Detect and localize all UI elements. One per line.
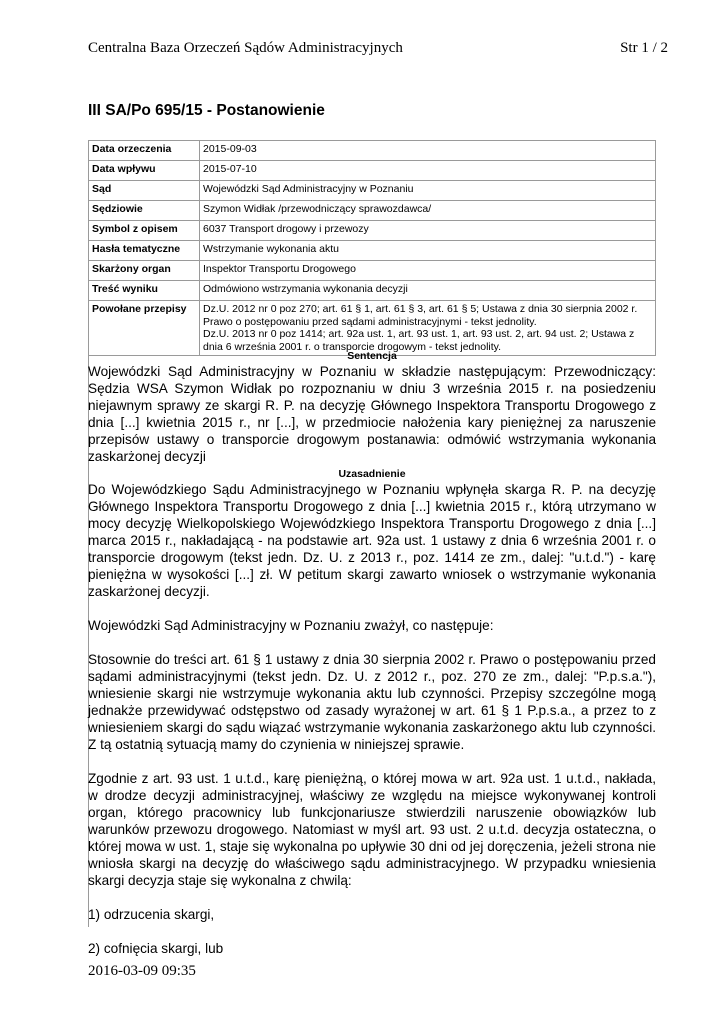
metadata-value: 2015-09-03 (200, 141, 656, 161)
metadata-label: Sąd (89, 181, 200, 201)
source-name: Centralna Baza Orzeczeń Sądów Administracyjnych (88, 40, 403, 56)
uzasadnienie-paragraph: Do Wojewódzkiego Sądu Administracyjnego w Poznaniu wpłynęła skarga R. P. na decyzję Głównego Inspektora Transportu Drogowego z dnia [...] kwietnia 2015 r., którą utrzymano w mocy decyzję Wielkopolskiego Wojewódzkiego Inspektora Transportu Drogowego z dnia [...] marca 2015 r., nakładającą - na podstawie art. 92a ust. 1 ustawy z dnia 6 września 2001 r. o transporcie drogowym (tekst jedn. Dz. U. z 2013 r., poz. 1414 ze zm., dalej: "u.t.d.") - karę pieniężna w wysokości [...] zł. W petitum skargi zawarto wniosek o wstrzymanie wykonania zaskarżonej decyzji. (88, 482, 656, 599)
uzasadnienie-paragraph: 1) odrzucenia skargi, (88, 907, 215, 922)
metadata-label: Data wpływu (89, 161, 200, 181)
metadata-table (88, 140, 656, 356)
metadata-value: Odmówiono wstrzymania wykonania decyzji (200, 281, 656, 301)
metadata-value: Inspektor Transportu Drogowego (200, 261, 656, 281)
metadata-row (89, 261, 656, 281)
document-body (88, 350, 656, 974)
metadata-value: Wojewódzki Sąd Administracyjny w Poznaniu (200, 181, 656, 201)
metadata-value: 2015-07-10 (200, 161, 656, 181)
metadata-row (89, 201, 656, 221)
metadata-row (89, 141, 656, 161)
metadata-label: Symbol z opisem (89, 221, 200, 241)
metadata-row (89, 161, 656, 181)
metadata-label: Treść wyniku (89, 281, 200, 301)
print-timestamp: 2016-03-09 09:35 (88, 963, 196, 979)
uzasadnienie-paragraph: Stosownie do treści art. 61 § 1 ustawy z dnia 30 sierpnia 2002 r. Prawo o postępowaniu przed sądami administracyjnymi (tekst jedn. Dz. U. z 2012 r., poz. 270 ze zm., dalej: "P.p.s.a."), wniesienie skargi nie wstrzymuje wykonania aktu lub czynności. Przepisy szczególne mogą jednakże przewidywać odstępstwo od zasady wyrażonej w art. 61 § 1 P.p.s.a., a przez to z wniesieniem skargi do sądu wiązać wstrzymanie wykonania zaskarżonego aktu lub czynności. Z tą ostatnią sytuacją mamy do czynienia w niniejszej sprawie. (88, 652, 656, 752)
uzasadnienie-paragraph: 2) cofnięcia skargi, lub (88, 941, 224, 956)
metadata-label: Powołane przepisy (89, 301, 200, 356)
sentencja-heading: Sentencja (347, 350, 397, 362)
document-title: III SA/Po 695/15 - Postanowienie (88, 102, 325, 119)
metadata-row (89, 281, 656, 301)
uzasadnienie-paragraph: Wojewódzki Sąd Administracyjny w Poznaniu zważył, co następuje: (88, 618, 494, 633)
metadata-row (89, 181, 656, 201)
metadata-value: Szymon Widłak /przewodniczący sprawozdawca/ (200, 201, 656, 221)
metadata-row (89, 241, 656, 261)
metadata-value: Wstrzymanie wykonania aktu (200, 241, 656, 261)
metadata-row (89, 301, 656, 356)
metadata-value-multiline: Dz.U. 2012 nr 0 poz 270; art. 61 § 1, art. 61 § 3, art. 61 § 5; Ustawa z dnia 30 sierpnia 2002 r. Prawo o postępowaniu przed sądami administracyjnymi - tekst jednolity. Dz.U. 2013 nr 0 poz 1414; art. 92a ust. 1, art. 93 ust. 1, art. 93 ust. 2, art. 94 ust. 2; Ustawa z dnia 6 września 2001 r. o transporcie drogowym - tekst jednolity. (200, 301, 656, 356)
uzasadnienie-heading: Uzasadnienie (338, 468, 406, 480)
metadata-label: Data orzeczenia (89, 141, 200, 161)
metadata-row (89, 221, 656, 241)
metadata-value: 6037 Transport drogowy i przewozy (200, 221, 656, 241)
page-header (88, 40, 668, 62)
uzasadnienie-paragraph: Zgodnie z art. 93 ust. 1 u.t.d., karę pieniężną, o której mowa w art. 92a ust. 1 u.t.d., nakłada, w drodze decyzji administracyjnej, właściwy ze względu na miejsce wykonywanej kontroli organ, którego pracownicy lub funkcjonariusze stwierdzili naruszenie obowiązków lub warunków przewozu drogowego. Natomiast w myśl art. 93 ust. 2 u.t.d. decyzja ostateczna, o której mowa w ust. 1, staje się wykonalna po upływie 30 dni od jej doręczenia, jeżeli strona nie wniosła skargi na decyzję do właściwego sądu administracyjnego. W przypadku wniesienia skargi decyzja staje się wykonalna z chwilą: (88, 771, 656, 888)
metadata-label: Sędziowie (89, 201, 200, 221)
metadata-label: Skarżony organ (89, 261, 200, 281)
metadata-label: Hasła tematyczne (89, 241, 200, 261)
page-number: Str 1 / 2 (620, 40, 668, 56)
sentencja-text: Wojewódzki Sąd Administracyjny w Poznaniu w składzie następującym: Przewodniczący: Sędzia WSA Szymon Widłak po rozpoznaniu w dniu 3 września 2015 r. na posiedzeniu niejawnym sprawy ze skargi R. P. na decyzję Głównego Inspektora Transportu Drogowego z dnia [...] kwietnia 2015 r., nr [...], w przedmiocie nałożenia kary pieniężnej za naruszenie przepisów ustawy o transporcie drogowym postanawia: odmówić wstrzymania wykonania zaskarżonej decyzji (88, 364, 656, 464)
